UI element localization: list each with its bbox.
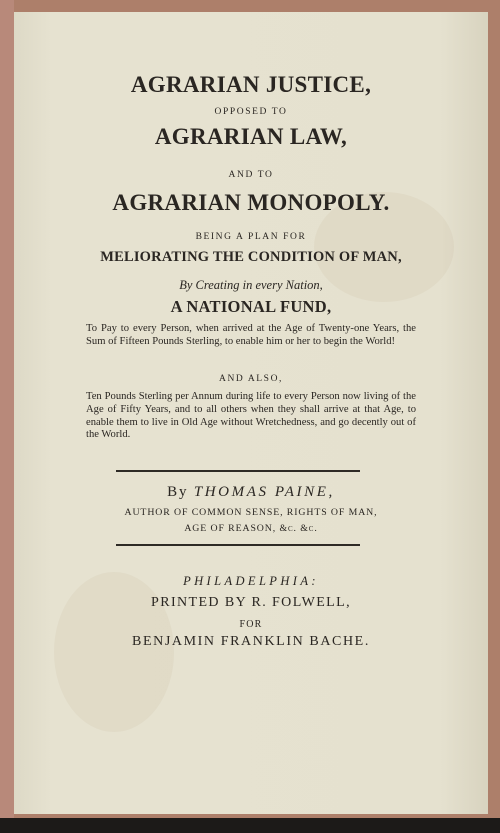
author-works-2: AGE OF REASON, &c. &c. xyxy=(184,523,318,534)
title-line-5: AGRARIAN MONOPOLY. xyxy=(112,190,390,215)
title-page xyxy=(14,12,488,814)
imprint-publisher: BENJAMIN FRANKLIN BACHE. xyxy=(132,634,370,649)
imprint-printer: PRINTED BY R. FOLWELL, xyxy=(151,595,351,610)
title-line-9: A NATIONAL FUND, xyxy=(170,297,332,316)
imprint-city: PHILADELPHIA: xyxy=(183,574,319,588)
book-cover-edge xyxy=(0,0,14,818)
author-byline xyxy=(14,484,488,501)
paragraph-2: Ten Pounds Sterling per Annum during life to every Person now living of the Age of Fifty Years, and to all others when they shall arrive at that Age, to enable them to live in Old Age without Wretchedness, and go decently out of the World. xyxy=(86,391,416,441)
title-line-3: AGRARIAN LAW, xyxy=(154,124,348,149)
divider-rule-top xyxy=(116,470,360,472)
author-works-1: AUTHOR OF COMMON SENSE, RIGHTS OF MAN, xyxy=(124,507,378,518)
title-line-7: MELIORATING THE CONDITION OF MAN, xyxy=(100,249,402,265)
title-line-1: AGRARIAN JUSTICE, xyxy=(130,72,372,97)
title-line-8: By Creating in every Nation, xyxy=(179,278,323,292)
paragraph-1: To Pay to every Person, when arrived at the Age of Twenty-one Years, the Sum of Fifteen Pounds Sterling, to enable him or her to begin the World! xyxy=(86,323,416,347)
author-name: THOMAS PAINE, xyxy=(193,484,335,500)
divider-rule-bottom xyxy=(116,544,360,546)
and-also: AND ALSO, xyxy=(218,374,283,384)
title-line-6: BEING A PLAN FOR xyxy=(195,232,307,242)
author-by: By xyxy=(167,484,189,500)
title-line-4: AND TO xyxy=(228,170,274,180)
title-line-2: OPPOSED TO xyxy=(214,107,288,117)
imprint-for: FOR xyxy=(239,619,263,630)
